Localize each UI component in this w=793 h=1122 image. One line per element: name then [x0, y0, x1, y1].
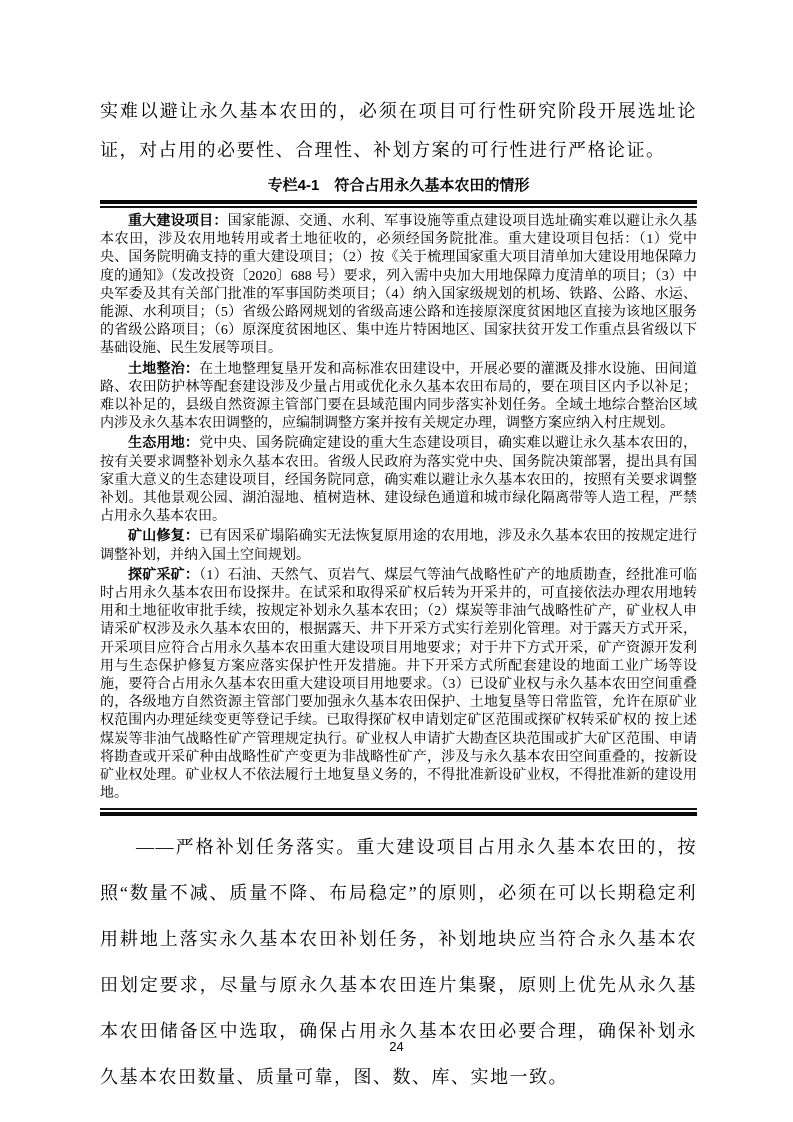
box-paragraph-label: 矿山修复：	[128, 527, 200, 544]
box-paragraph-mining-exploration	[100, 565, 697, 804]
column-box	[100, 200, 697, 816]
box-paragraph-ecological-land	[100, 433, 697, 526]
page-number: 24	[389, 1039, 404, 1054]
box-paragraph-land-consolidation	[100, 359, 697, 434]
intro-paragraph: 实难以避让永久基本农田的，必须在项目可行性研究阶段开展选址论证，对占用的必要性、合理性、补划方案的可行性进行严格论证。	[100, 101, 697, 160]
box-paragraph-label: 重大建设项目：	[128, 212, 228, 228]
box-paragraph-text: （1）石油、天然气、页岩气、煤层气等油气战略性矿产的地质勘查，经批准可临时占用永久基本农田布设探井。在试采和取得采矿权后转为开采井的，可直接依法办理农用地转用和土地征收审批手续，按规定补划永久基本农田；（2）煤炭等非油气战略性矿产，矿业权人申请采矿权涉及永久基本农田的，根据露天、井下开采方式实行差别化管理。对于露天方式开采，开采项目应符合占用永久基本农田重大建设项目用地要求；对于井下方式开采，矿产资源开发利用与生态保护修复方案应落实保护性开发措施。井下开采方式所配套建设的地面工业广场等设施，要符合占用永久基本农田重大建设项目用地要求。（3）已设矿业权与永久基本农田空间重叠的，各级地方自然资源主管部门要加强永久基本农田保护、土地复垦等日常监管，允许在原矿业权范围内办理延续变更等登记手续。已取得探矿权申请划定矿区范围或探矿权转采矿权的 按上述煤炭等非油气战略性矿产管理规定执行。矿业权人申请扩大勘查区块范围或扩大矿区范围、申请将勘查或开采矿种由战略性矿产变更为非战略性矿产，涉及与永久基本农田空间重叠的，按新设矿业权处理。矿业权人不依法履行土地复垦义务的，不得批准新设矿业权，不得批准新的建设用地。	[100, 567, 697, 802]
box-top-thick-rule	[100, 200, 697, 204]
box-paragraph-text: 党中央、国务院确定建设的重大生态建设项目，确实难以避让永久基本农田的，按有关要求调整补划永久基本农田。省级人民政府为落实党中央、国务院决策部署，提出具有国家重大意义的生态建设项目，经国务院同意，确实难以避让永久基本农田的，按照有关要求调整补划。其他景观公园、湖泊湿地、植树造林、建设绿色通道和城市绿化隔离带等人造工程，严禁占用永久基本农田。	[100, 436, 698, 525]
box-paragraph-text: 在土地整理复垦开发和高标准农田建设中，开展必要的灌溉及排水设施、田间道路、农田防护林等配套建设涉及少量占用或优化永久基本农田布局的，要在项目区内予以补足；难以补足的，县级自然资源主管部门要在县域范围内同步落实补划任务。全域土地综合整治区域内涉及永久基本农田调整的，应编制调整方案并按有关规定办理，调整方案应纳入村庄规划。	[100, 361, 698, 432]
box-paragraph-major-projects	[100, 211, 697, 359]
box-paragraph-label: 土地整治：	[128, 359, 200, 376]
box-bottom-thin-rule	[100, 808, 697, 810]
box-paragraph-mine-restoration	[100, 526, 697, 564]
box-bottom-thick-rule	[100, 812, 697, 816]
box-paragraph-text: 国家能源、交通、水利、军事设施等重点建设项目选址确实难以避让永久基本农田，涉及农用地转用或者土地征收的，必须经国务院批准。重大建设项目包括：（1）党中央、国务院明确支持的重大建设项目；（2）按《关于梳理国家重大项目清单加大建设用地保障力度的通知》（发改投资〔2020〕688 号）要求，列入需中央加大用地保障力度清单的项目；（3）中央军委及其有关部门批准的军事国防类项目；（4）纳入国家级规划的机场、铁路、公路、水运、能源、水利项目；（5）省级公路网规划的省级高速公路和连接原深度贫困地区直接为该地区服务的省级公路项目；（6）原深度贫困地区、集中连片特困地区、国家扶贫开发工作重点县省级以下基础设施、民生发展等项目。	[100, 214, 698, 357]
box-body	[100, 208, 697, 808]
box-paragraph-label: 生态用地：	[128, 434, 200, 451]
box-paragraph-text: 已有因采矿塌陷确实无法恢复原用途的农用地，涉及永久基本农田的按规定进行调整补划，并纳入国土空间规划。	[100, 529, 698, 563]
box-title: 专栏4-1 符合占用永久基本农田的情形	[267, 177, 530, 194]
closing-paragraph: ——严格补划任务落实。重大建设项目占用永久基本农田的，按照“数量不减、质量不降、布局稳定”的原则，必须在可以长期稳定利用耕地上落实永久基本农田补划任务，补划地块应当符合永久基本农田划定要求，尽量与原永久基本农田连片集聚，原则上优先从永久基本农田储备区中选取，确保占用永久基本农田必要合理，确保补划永久基本农田数量、质量可靠，图、数、库、实地一致。	[100, 836, 697, 1087]
box-paragraph-label: 探矿采矿：	[128, 565, 200, 582]
